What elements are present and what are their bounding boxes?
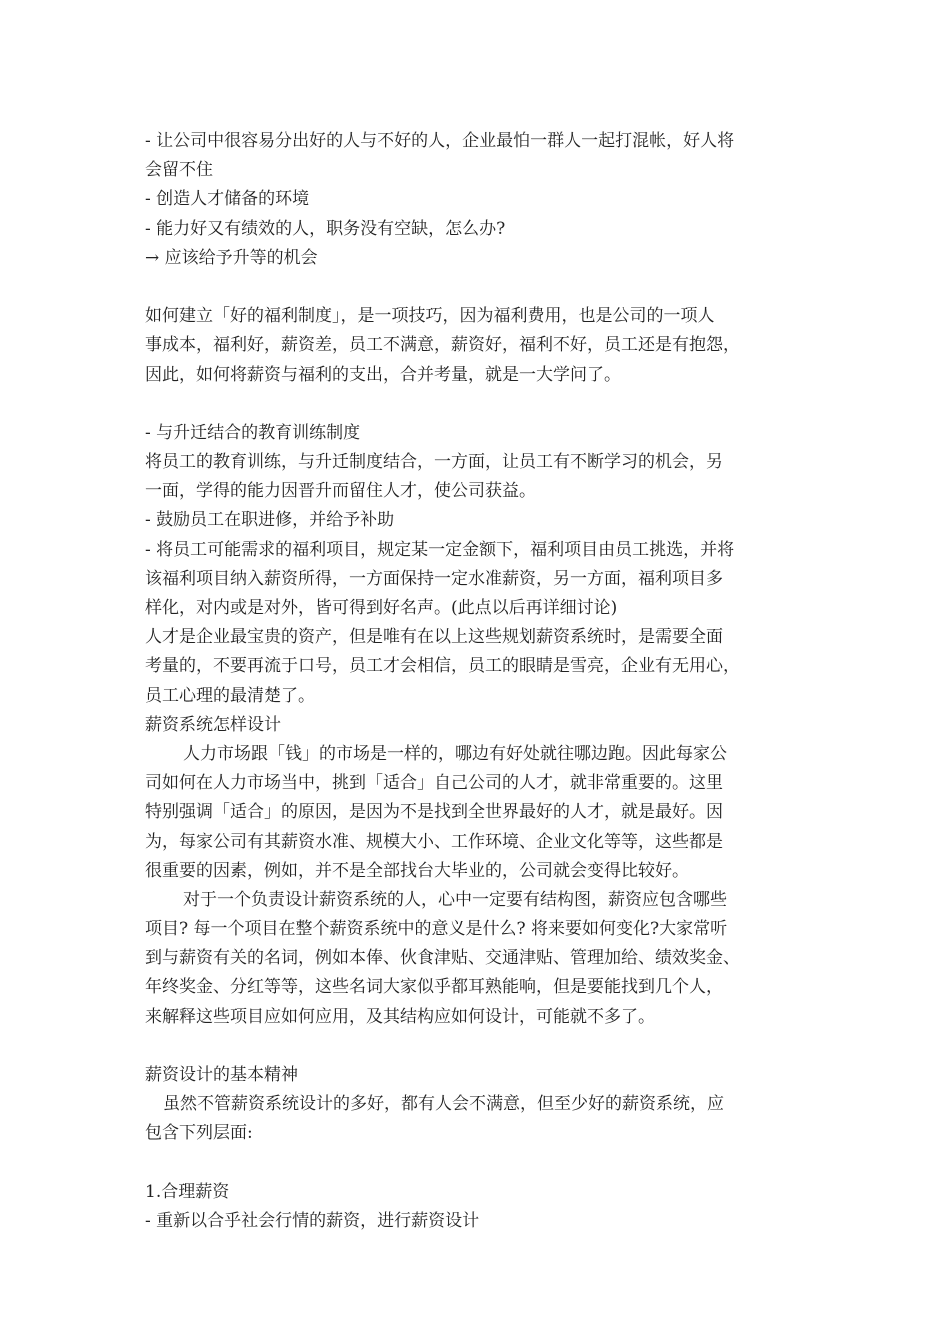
text-line: 年终奖金、分红等等，这些名词大家似乎都耳熟能响，但是要能找到几个人， [145,977,723,998]
text-line: 人力市场跟「钱」的市场是一样的，哪边有好处就往哪边跑。因此每家公 [183,743,727,764]
text-line: - 让公司中很容易分出好的人与不好的人，企业最怕一群人一起打混帐，好人将 [145,131,735,151]
paragraph-gap [145,1032,817,1061]
arrow-note: → 应该给予升等的机会 [145,247,318,268]
text-line: 包含下列层面: [145,1123,253,1144]
list-item: - 鼓励员工在职进修，并给予补助 [145,510,395,531]
text-line: 来解释这些项目应如何应用，及其结构应如何设计，可能就不多了。 [145,1006,655,1027]
text-line: 很重要的因素，例如，并不是全部找台大毕业的，公司就会变得比较好。 [145,860,689,881]
text-line: 一面，学得的能力因晋升而留住人才，使公司获益。 [145,481,536,502]
text-line: 员工心理的最清楚了。 [145,685,315,706]
text-line: 该福利项目纳入薪资所得，一方面保持一定水准薪资，另一方面，福利项目多 [145,568,723,589]
list-item: - 创造人才储备的环境 [145,189,310,210]
list-item: - 将员工可能需求的福利项目，规定某一定金额下，福利项目由员工挑选，并将 [145,539,735,560]
section-heading: 薪资设计的基本精神 [145,1065,298,1085]
text-line: 因此，如何将薪资与福利的支出，合并考量，就是一大学问了。 [145,364,621,385]
paragraph-gap [145,1149,817,1178]
text-line: 考量的，不要再流于口号，员工才会相信，员工的眼睛是雪亮，企业有无用心， [145,656,740,677]
text-line: 司如何在人力市场当中，挑到「适合」自己公司的人才，就非常重要的。这里 [145,773,723,794]
text-line: 为，每家公司有其薪资水准、规模大小、工作环境、企业文化等等，这些都是 [145,831,723,852]
numbered-heading: 1.合理薪资 [145,1181,230,1202]
list-item: - 与升迁结合的教育训练制度 [145,422,361,443]
paragraph-gap [145,390,817,419]
list-item: - 重新以合乎社会行情的薪资，进行薪资设计 [145,1210,480,1231]
text-line: 如何建立「好的福利制度」，是一项技巧，因为福利费用，也是公司的一项人 [145,306,715,327]
section-heading: 薪资系统怎样设计 [145,714,281,735]
text-line: 到与薪资有关的名词，例如本俸、伙食津贴、交通津贴、管理加给、绩效奖金、 [145,948,740,969]
text-line: 事成本，福利好，薪资差，员工不满意，薪资好，福利不好，员工还是有抱怨， [145,335,740,356]
paragraph-gap [145,273,817,302]
text-line: 对于一个负责设计薪资系统的人，心中一定要有结构图，薪资应包含哪些 [183,889,727,910]
text-line: 样化，对内或是对外，皆可得到好名声。(此点以后再详细讨论) [145,598,618,618]
text-line: 会留不住 [145,160,213,181]
text-line: 特别强调「适合」的原因，是因为不是找到全世界最好的人才，就是最好。因 [145,802,723,823]
list-item: - 能力好又有绩效的人，职务没有空缺，怎么办? [145,218,506,239]
text-line: 人才是企业最宝贵的资产，但是唯有在以上这些规划薪资系统时，是需要全面 [145,627,723,648]
text-line: 将员工的教育训练，与升迁制度结合，一方面，让员工有不断学习的机会，另 [145,452,723,473]
text-line: 虽然不管薪资系统设计的多好，都有人会不满意，但至少好的薪资系统，应 [163,1094,724,1115]
document-body [145,127,817,1236]
text-line: 项目? 每一个项目在整个薪资系统中的意义是什么? 将来要如何变化?大家常听 [145,919,728,940]
